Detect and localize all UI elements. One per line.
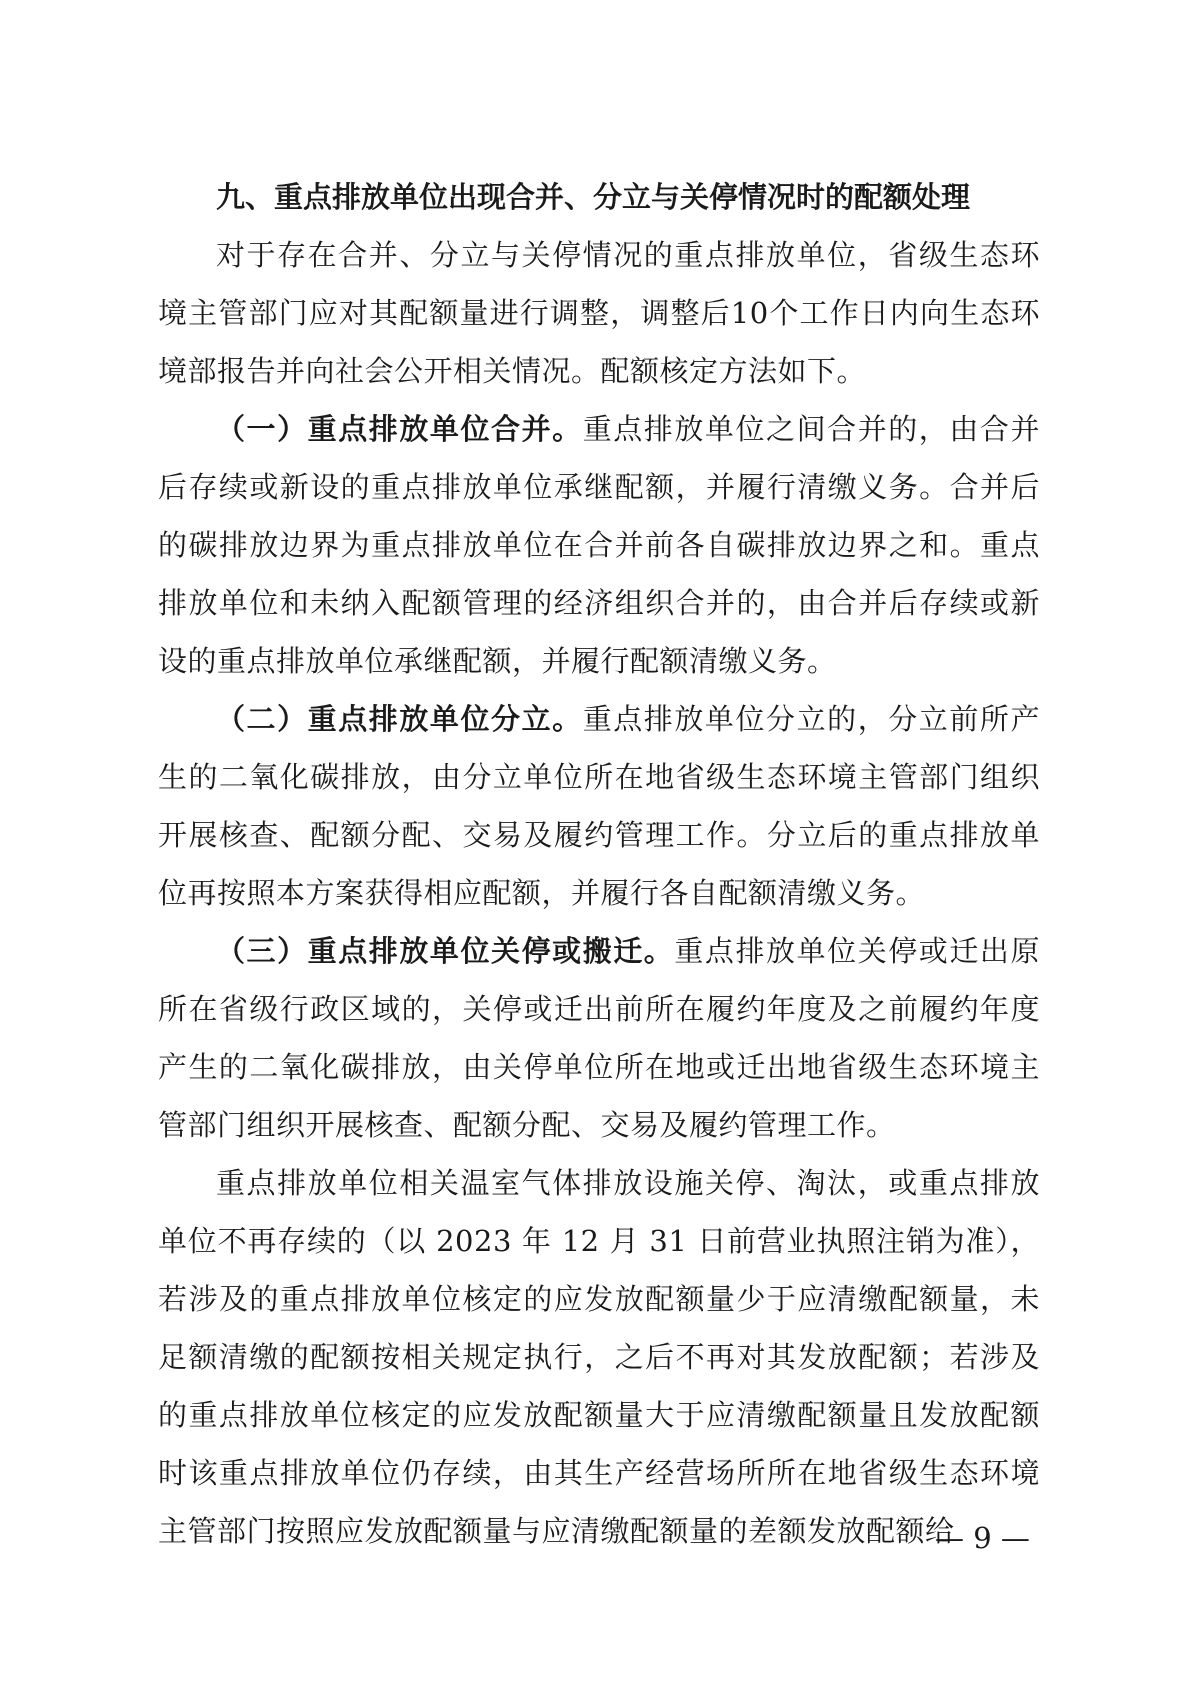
split-text: 重点排放单位分立的，分立前所产生的二氧化碳排放，由分立单位所在地省级生态环境主管部门组织开展核查、配额分配、交易及履约管理工作。分立后的重点排放单位再按照本方案获得相应配额，并履行各自配额清缴义务。 bbox=[158, 702, 1040, 910]
closure-lead: （三）重点排放单位关停或搬迁。 bbox=[216, 934, 675, 968]
merger-lead: （一）重点排放单位合并。 bbox=[216, 412, 583, 446]
split-lead: （二）重点排放单位分立。 bbox=[216, 702, 583, 736]
closure-paragraph bbox=[158, 922, 1040, 1154]
page-number: — 9 — bbox=[935, 1521, 1030, 1555]
closing-paragraph: 重点排放单位相关温室气体排放设施关停、淘汰，或重点排放单位不再存续的（以 2023 年 12 月 31 日前营业执照注销为准），若涉及的重点排放单位核定的应发放配额量少于应清缴配额量，未足额清缴的配额按相关规定执行，之后不再对其发放配额；若涉及的重点排放单位核定的应发放配额量大于应清缴配额量且发放配额时该重点排放单位仍存续，由其生产经营场所所在地省级生态环境主管部门按照应发放配额量与应清缴配额量的差额发放配额给 bbox=[158, 1166, 1040, 1548]
intro-paragraph: 对于存在合并、分立与关停情况的重点排放单位，省级生态环境主管部门应对其配额量进行调整，调整后10个工作日内向生态环境部报告并向社会公开相关情况。配额核定方法如下。 bbox=[158, 238, 1040, 388]
split-paragraph bbox=[158, 690, 1040, 922]
section-heading: 九、重点排放单位出现合并、分立与关停情况时的配额处理 bbox=[216, 180, 971, 214]
closure-text: 重点排放单位关停或迁出原所在省级行政区域的，关停或迁出前所在履约年度及之前履约年度产生的二氧化碳排放，由关停单位所在地或迁出地省级生态环境主管部门组织开展核查、配额分配、交易及履约管理工作。 bbox=[158, 934, 1040, 1142]
merger-text: 重点排放单位之间合并的，由合并后存续或新设的重点排放单位承继配额，并履行清缴义务。合并后的碳排放边界为重点排放单位在合并前各自碳排放边界之和。重点排放单位和未纳入配额管理的经济组织合并的，由合并后存续或新设的重点排放单位承继配额，并履行配额清缴义务。 bbox=[158, 412, 1040, 678]
merger-paragraph bbox=[158, 400, 1040, 690]
document-page bbox=[158, 168, 1040, 1560]
